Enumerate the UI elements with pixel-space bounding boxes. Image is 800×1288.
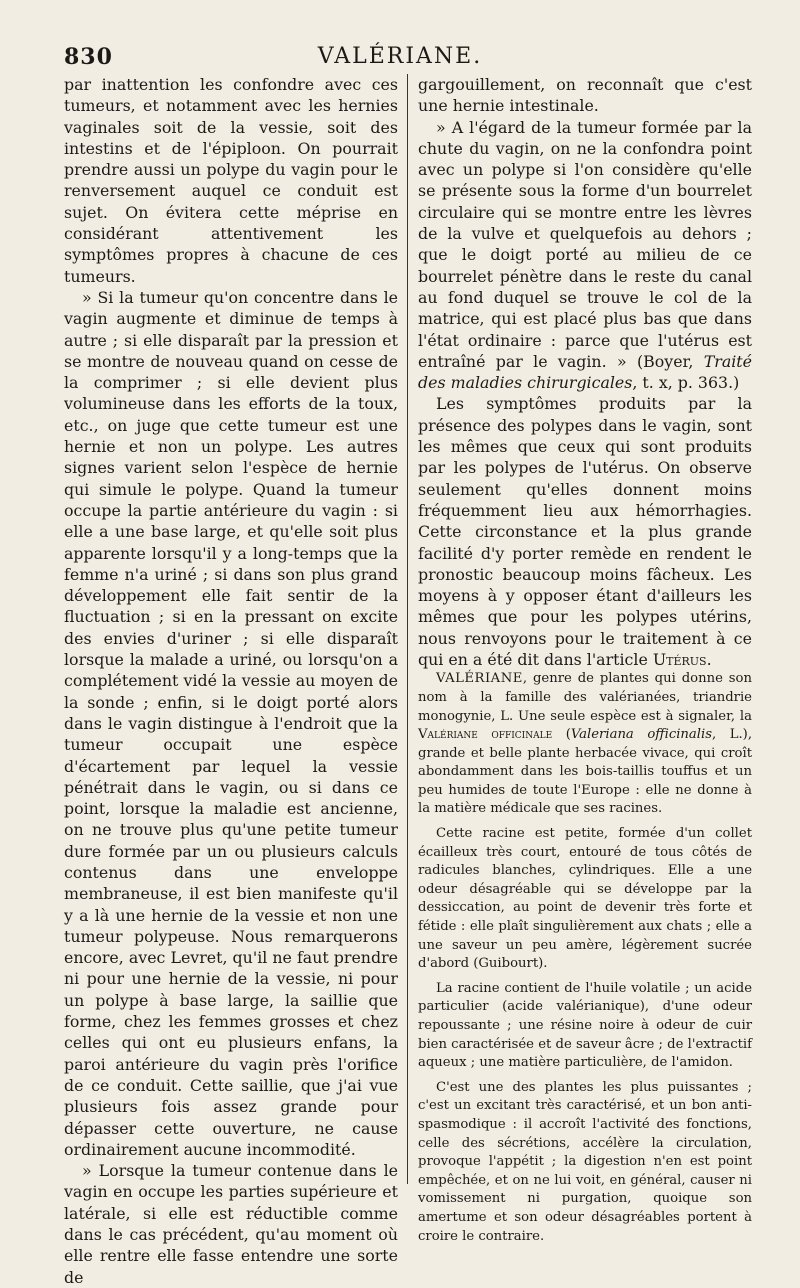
paragraph: » Si la tumeur qu'on concentre dans le vagin augmente et diminue de temps à autre ; si elle disparaît par la pression et se montre de nouveau quand on cesse de la comprimer ; si elle devient plus volumineuse dans les efforts de la toux, etc., on juge que cette tumeur est une hernie et non un polype. Les autres signes varient selon l'espèce de hernie qui simule le polype. Quand la tumeur occupe la partie antérieure du vagin : si elle a une base large, et qu'elle soit plus apparente lorsqu'il y a long-temps que la femme n'a uriné ; si dans son plus grand développement elle fait sentir de la fluctuation ; si en la pressant on excite des envies d'uriner ; si elle disparaît lorsque la malade a uriné, ou lorsqu'on a complétement vidé la vessie au moyen de la sonde ; enfin, si le doigt porté alors dans le vagin distingue à l'endroit que la tumeur occupait une espèce d'écartement par lequel la vessie pénétrait dans le vagin, ou si dans ce point, lorsque la maladie est ancienne, on ne trouve plus qu'une petite tumeur dure formée par un ou plusieurs calculs contenus dans une enveloppe membraneuse, il est bien manifeste qu'il y a là une hernie de la vessie et non une tumeur polypeuse. Nous remarquerons encore, avec Levret, qu'il ne faut prendre ni pour une hernie de la vessie, ni pour un polype à base large, la saillie que forme, chez les femmes grosses et chez celles qui ont eu plusieurs enfans, la paroi antérieure du vagin près l'orifice de ce conduit. Cette saillie, que j'ai vue plusieurs fois assez grande pour dépasser cette ouverture, ne cause ordinairement aucune incommodité. (64, 287, 398, 1159)
paragraph: par inattention les confondre avec ces tumeurs, et notamment avec les hernies vaginales soit de la vessie, soit des intestins et de l'épiploon. On pourrait prendre aussi un polype du vagin pour le renversement auquel ce conduit est sujet. On évitera cette méprise en considérant attentivement les symptômes propres à chacune de ces tumeurs. (64, 75, 398, 286)
entry-paragraph: Cette racine est petite, formée d'un collet écailleux très court, entouré de tous côtés de radicules blanches, cylindriques. Elle a une odeur désagréable qui se développe par la dessiccation, au point de devenir très forte et fétide : elle plaît singulièrement aux chats ; elle a une saveur un peu amère, légèrement sucrée d'abord (Guibourt). (418, 826, 752, 972)
text-run: Les symptômes produits par la présence des polypes dans le vagin, sont les mêmes que ceux qui sont produits par les polypes de l'utérus. On observe seulement qu'elles donnent moins fréquemment lieu aux hémorrhagies. Cette circonstance et la plus grande facilité d'y porter remède en rendent le pronostic beaucoup moins fâcheux. Les moyens à y opposer étant d'ailleurs les mêmes que pour les polypes utérins, nous renvoyons pour le traitement à ce qui en a été dit dans l'article (418, 394, 752, 670)
left-column (64, 74, 398, 1288)
page-number: 830 (64, 44, 113, 70)
entry-paragraph (418, 670, 752, 819)
paragraph (418, 393, 752, 670)
text-run: , genre de plantes qui donne son nom à la famille des valérianées, triandrie monogynie, L. Une seule espèce est à signaler, la (418, 671, 752, 724)
paragraph: gargouillement, on reconnaît que c'est une hernie intestinale. (418, 75, 752, 116)
citation-title: Traité des maladies chirurgicales (418, 351, 753, 393)
cross-reference: Utérus (652, 650, 707, 670)
entry-headword: VALÉRIANE (436, 671, 523, 687)
dictionary-entry (418, 670, 752, 1246)
right-column (418, 74, 752, 1246)
text-run: . (706, 650, 712, 670)
entry-paragraph: La racine contient de l'huile volatile ; un acide particulier (acide valérianique), d'une odeur repoussante ; une résine noire à odeur de cuir bien caractérisée et de saveur âcre ; de l'extractif aqueux ; une matière particulière, de l'amidon. (418, 980, 752, 1071)
running-head: VALÉRIANE. (317, 44, 483, 69)
species-name: Valériane officinale (418, 727, 553, 743)
citation-ref: , t. x, p. 363.) (632, 373, 740, 393)
text-run: » A l'égard de la tumeur formée par la chute du vagin, on ne la confondra point avec un polype si l'on considère qu'elle se présente sous la forme d'un bourrelet circulaire qui se montre entre les lèvres de la vulve et quelquefois au dehors ; que le doigt porté au milieu de ce bourrelet pénètre dans le reste du canal au fond duquel se trouve le col de la matrice, qui est placé plus bas que dans l'état ordinaire : parce que l'utérus est entraîné par le vagin. » (Boyer, (418, 117, 752, 371)
paragraph: » Lorsque la tumeur contenue dans le vagin en occupe les parties supérieure et latérale, si elle est réductible comme dans le cas précédent, qu'au moment où elle rentre elle fasse entendre une sorte de (64, 1161, 398, 1287)
text-run: ( (552, 727, 571, 743)
latin-name: Valeriana officinalis (570, 727, 712, 743)
entry-paragraph: C'est une des plantes les plus puissantes ; c'est un excitant très caractérisé, et un bon anti-spasmodique : il accroît l'activité des fonctions, celle des sécrétions, accélère la circulation, provoque l'appétit ; la digestion n'en est point empêchée, et on ne lui voit, en général, causer ni vomissement ni purgation, quoique son amertume et son odeur désagréables portent à croire le contraire. (418, 1079, 752, 1244)
paragraph (418, 117, 752, 394)
text-run: , L.), grande et belle plante herbacée vivace, qui croît abondamment dans les bois-taillis touffus et un peu humides de toute l'Europe : elle ne donne à la matière médicale que ses racines. (418, 727, 753, 817)
column-divider (407, 74, 408, 1184)
